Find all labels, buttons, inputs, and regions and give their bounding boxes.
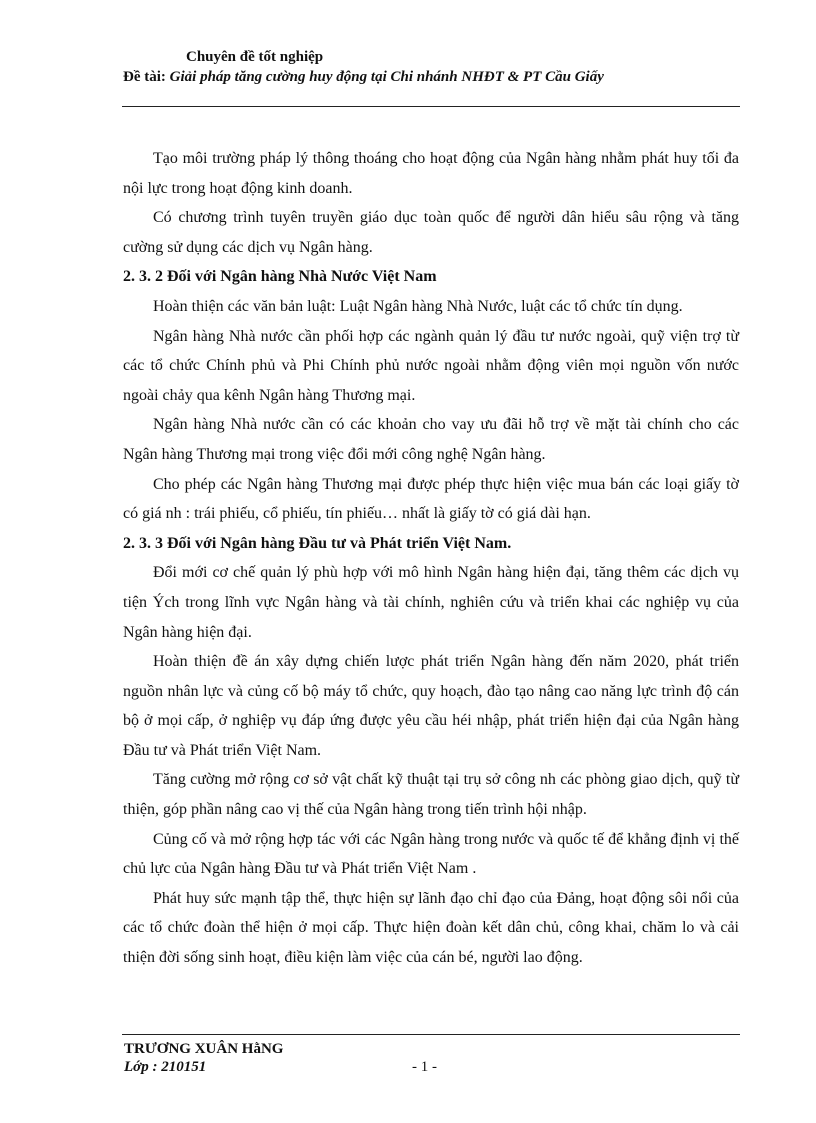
- topic-label: Đề tài:: [123, 69, 170, 85]
- section-heading: 2. 3. 2 Đối với Ngân hàng Nhà Nước Việt Nam: [123, 268, 437, 286]
- paragraph: Tăng cường mở rộng cơ sở vật chất kỹ thuật tại trụ sở công nh các phòng giao dịch, quỹ từ thiện, góp phần nâng cao vị thế của Ngân hàng trong tiến trình hội nhập.: [123, 771, 739, 819]
- paragraph: Hoàn thiện đề án xây dựng chiến lược phát triển Ngân hàng đến năm 2020, phát triển nguồn nhân lực và củng cố bộ máy tổ chức, quy hoạch, đào tạo nâng cao năng lực trình độ cán bộ ở mọi cấp, ở nghiệp vụ đáp ứng được yêu cầu héi nhập, phát triển hiện đại của Ngân hàng Đầu tư và Phát triển Việt Nam.: [123, 653, 739, 759]
- paragraph: Ngân hàng Nhà nước cần phối hợp các ngành quản lý đầu tư nước ngoài, quỹ viện trợ từ các tổ chức Chính phủ và Phi Chính phủ nước ngoài nhằm động viên mọi nguồn vốn nước ngoài chảy qua kênh Ngân hàng Thương mại.: [123, 327, 739, 404]
- paragraph: Cho phép các Ngân hàng Thương mại được phép thực hiện việc mua bán các loại giấy tờ có giá nh : trái phiếu, cổ phiếu, tín phiếu… nhất là giấy tờ có giá dài hạn.: [123, 475, 739, 523]
- topic-text: Giải pháp tăng cường huy động tại Chi nhánh NHĐT & PT Cầu Giấy: [169, 69, 604, 85]
- paragraph: Đổi mới cơ chế quản lý phù hợp với mô hình Ngân hàng hiện đại, tăng thêm các dịch vụ tiện Ých trong lĩnh vực Ngân hàng và tài chính, nghiên cứu và triển khai các nghiệp vụ của Ngân hàng hiện đại.: [123, 564, 739, 641]
- footer-class: Lớp : 210151: [124, 1059, 207, 1075]
- header-subtitle: Chuyên đề tốt nghiệp: [186, 49, 324, 65]
- section-heading: 2. 3. 3 Đối với Ngân hàng Đầu tư và Phát triển Việt Nam.: [123, 534, 512, 552]
- paragraph: Ngân hàng Nhà nước cần có các khoản cho vay ưu đãi hỗ trợ về mặt tài chính cho các Ngân hàng Thương mại trong việc đổi mới công nghệ Ngân hàng.: [123, 416, 739, 463]
- paragraph: Tạo môi trường pháp lý thông thoáng cho hoạt động của Ngân hàng nhằm phát huy tối đa nội lực trong hoạt động kinh doanh.: [123, 150, 739, 197]
- footer-divider: [122, 1034, 740, 1035]
- paragraph: Có chương trình tuyên truyền giáo dục toàn quốc để người dân hiểu sâu rộng và tăng cường sử dụng các dịch vụ Ngân hàng.: [123, 209, 739, 256]
- footer-author: TRƯƠNG XUÂN HằNG: [124, 1041, 284, 1057]
- header-divider: [122, 106, 740, 107]
- paragraph: Hoàn thiện các văn bản luật: Luật Ngân hàng Nhà Nước, luật các tổ chức tín dụng.: [153, 297, 683, 315]
- page-number: - 1 -: [412, 1059, 437, 1075]
- paragraph: Củng cố và mở rộng hợp tác với các Ngân hàng trong nước và quốc tế để khẳng định vị thế chủ lực của Ngân hàng Đầu tư và Phát triển Việt Nam .: [123, 830, 739, 878]
- document-body: [123, 144, 739, 973]
- paragraph: Phát huy sức mạnh tập thể, thực hiện sự lãnh đạo chỉ đạo của Đảng, hoạt động sôi nổi của các tổ chức đoàn thể hiện ở mọi cấp. Thực hiện đoàn kết dân chủ, công khai, chăm lo và cải thiện đời sống sinh hoạt, điều kiện làm việc của cán bé, người lao động.: [123, 889, 739, 967]
- header-title: [123, 69, 604, 86]
